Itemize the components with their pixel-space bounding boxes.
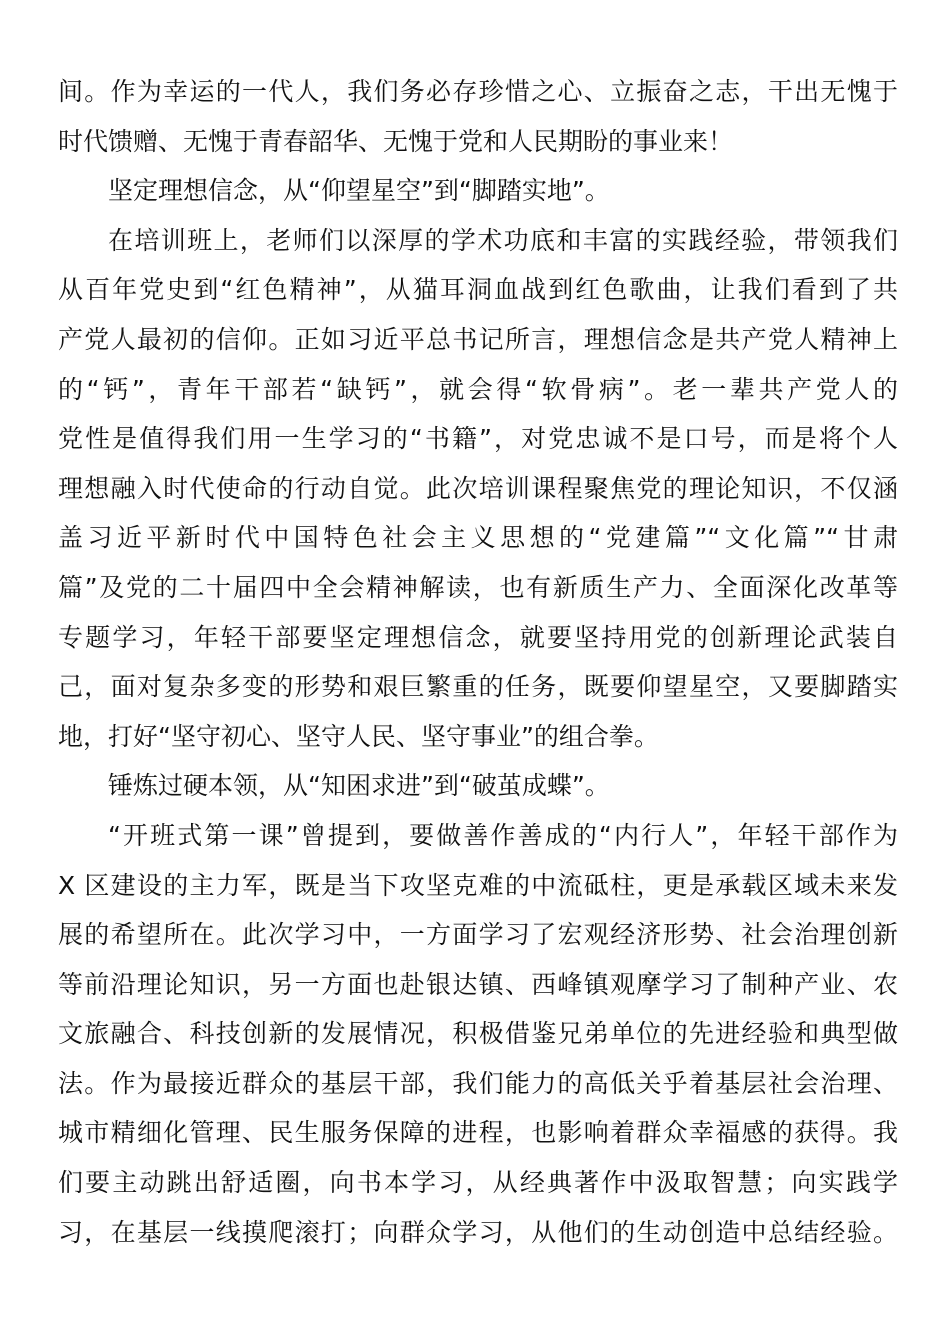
text-line: X 区建设的主力军，既是当下攻坚克难的中流砥柱，更是承载区域未来发 [58, 870, 898, 900]
text-line: 党性是值得我们用一生学习的“书籍”，对党忠诚不是口号，而是将个人 [58, 424, 898, 454]
text-line: 时代馈赠、无愧于青春韶华、无愧于党和人民期盼的事业来！ [58, 126, 734, 156]
section-heading: 锤炼过硬本领，从“知困求进”到“破茧成蝶”。 [108, 771, 610, 801]
text-line: 专题学习，年轻干部要坚定理想信念，就要坚持用党的创新理论武装自 [58, 622, 898, 652]
text-line: 等前沿理论知识，另一方面也赴银达镇、西峰镇观摩学习了制种产业、农 [58, 969, 898, 999]
text-line: 从百年党史到“红色精神”，从猫耳洞血战到红色歌曲，让我们看到了共 [58, 275, 898, 305]
text-line: 展的希望所在。此次学习中，一方面学习了宏观经济形势、社会治理创新 [58, 920, 898, 950]
text-line: 的“钙”，青年干部若“缺钙”，就会得“软骨病”。老一辈共产党人的 [58, 374, 898, 404]
text-line: “开班式第一课”曾提到，要做善作善成的“内行人”，年轻干部作为 [108, 820, 898, 850]
text-line: 产党人最初的信仰。正如习近平总书记所言，理想信念是共产党人精神上 [58, 324, 898, 354]
section-heading: 坚定理想信念，从“仰望星空”到“脚踏实地”。 [108, 176, 610, 206]
text-line: 在培训班上，老师们以深厚的学术功底和丰富的实践经验，带领我们 [108, 225, 898, 255]
text-line: 间。作为幸运的一代人，我们务必存珍惜之心、立振奋之志，干出无愧于 [58, 77, 898, 106]
text-line: 法。作为最接近群众的基层干部，我们能力的高低关乎着基层社会治理、 [58, 1068, 898, 1098]
text-line: 习，在基层一线摸爬滚打；向群众学习，从他们的生动创造中总结经验。 [58, 1217, 898, 1247]
text-line: 己，面对复杂多变的形势和艰巨繁重的任务，既要仰望星空，又要脚踏实 [58, 672, 898, 702]
text-line: 篇”及党的二十届四中全会精神解读，也有新质生产力、全面深化改革等 [58, 572, 898, 602]
text-line: 盖习近平新时代中国特色社会主义思想的“党建篇”“文化篇”“甘肃 [58, 523, 898, 553]
text-line: 文旅融合、科技创新的发展情况，积极借鉴兄弟单位的先进经验和典型做 [58, 1019, 898, 1049]
document-page [58, 67, 898, 1257]
text-line: 们要主动跳出舒适圈，向书本学习，从经典著作中汲取智慧；向实践学 [58, 1168, 898, 1198]
text-line: 地，打好“坚守初心、坚守人民、坚守事业”的组合拳。 [58, 721, 659, 751]
text-line: 理想融入时代使命的行动自觉。此次培训课程聚焦党的理论知识，不仅涵 [58, 473, 898, 503]
text-line: 城市精细化管理、民生服务保障的进程，也影响着群众幸福感的获得。我 [58, 1118, 898, 1148]
